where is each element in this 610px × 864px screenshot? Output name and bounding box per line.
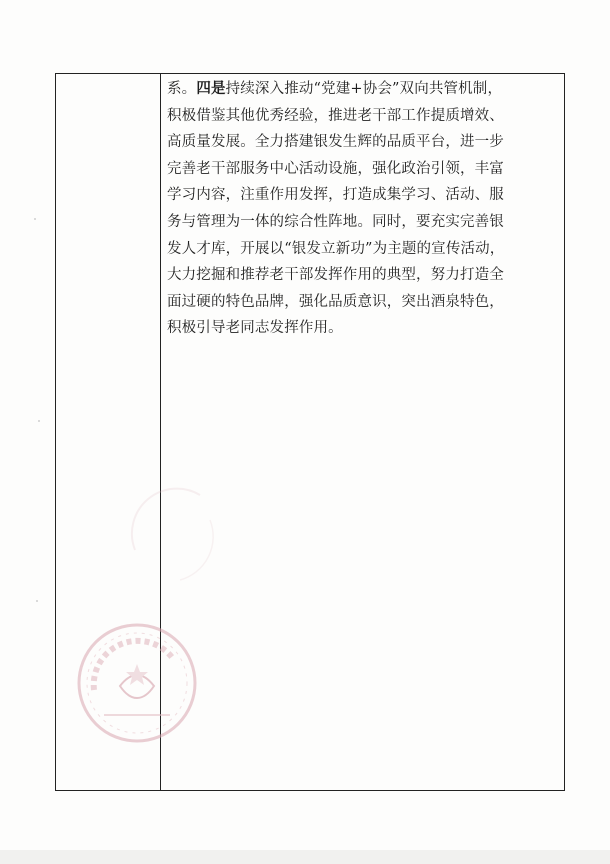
text-line-7: 发人才库，开展以“银发立新功”为主题的宣传活动， [167, 240, 505, 257]
official-seal-stamp [74, 620, 200, 746]
text-line-9: 面过硬的特色品牌，强化品质意识，突出酒泉特色， [167, 293, 504, 310]
scan-speck [38, 420, 40, 422]
text-line-6: 务与管理为一体的综合性阵地。同时，要充实完善银 [167, 213, 504, 230]
text-line-10: 积极引导老同志发挥作用。 [167, 320, 343, 337]
text-run: 系。 [167, 81, 197, 97]
text-line-5: 学习内容，注重作用发挥，打造成集学习、活动、服 [167, 187, 504, 204]
scan-speck [34, 218, 36, 220]
text-line-8: 大力挖掘和推荐老干部发挥作用的典型，努力打造全 [167, 267, 504, 284]
scan-bottom-edge [0, 850, 610, 864]
faint-seal-impression [120, 480, 230, 590]
bold-run: 四是 [196, 80, 226, 97]
body-text [167, 76, 559, 342]
scan-speck [36, 600, 38, 602]
text-line-2: 积极借鉴其他优秀经验，推进老干部工作提质增效、 [167, 107, 504, 124]
text-line-4: 完善老干部服务中心活动设施，强化政治引领，丰富 [167, 160, 504, 177]
text-line-3: 高质量发展。全力搭建银发生辉的品质平台，进一步 [167, 134, 504, 151]
text-run: 持续深入推动“党建+协会”双向共管机制， [225, 81, 503, 97]
text-line-1 [167, 76, 559, 103]
